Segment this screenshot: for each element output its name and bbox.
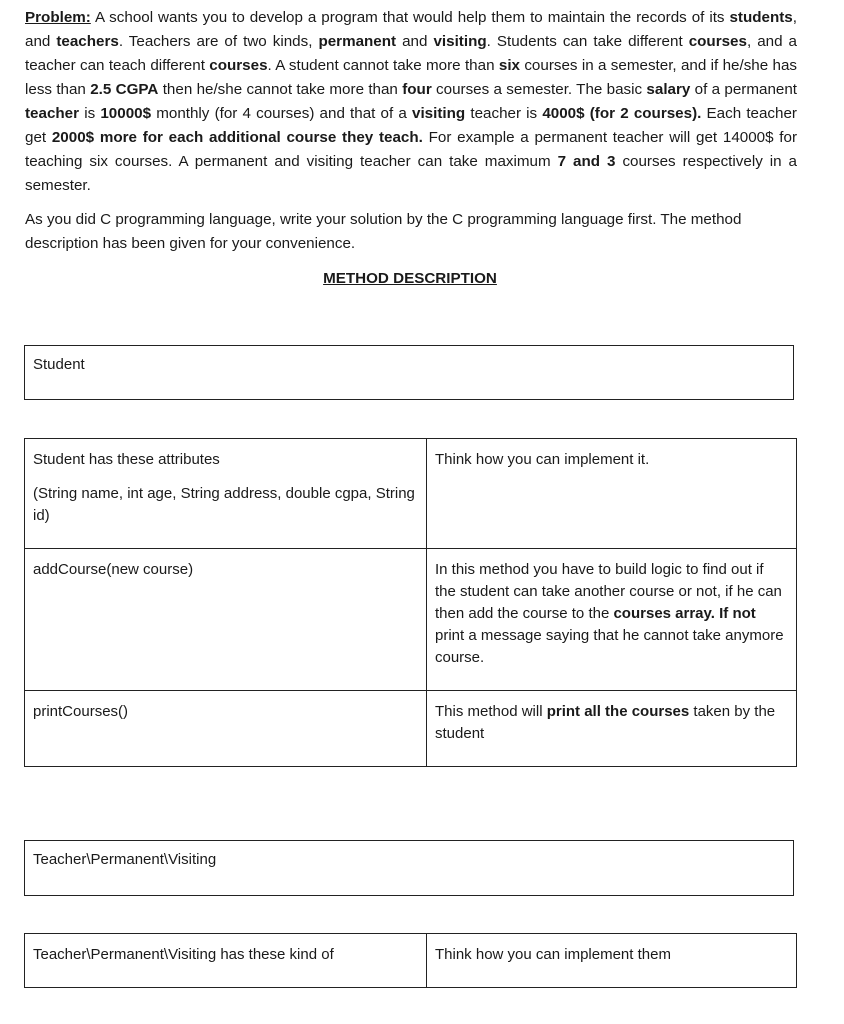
teacher-attributes-cell: Teacher\Permanent\Visiting has these kind of xyxy=(25,934,427,988)
intro-paragraph: As you did C programming language, write your solution by the C programming language first. The method description has been given for your convenience. xyxy=(25,211,742,252)
attributes-note: Think how you can implement it. xyxy=(427,439,797,549)
bold-span: 2000$ more for each additional course they teach. xyxy=(51,129,423,146)
bold-span: 7 and 3 xyxy=(557,153,616,170)
text-span: teacher is xyxy=(465,105,543,122)
text-span: of a permanent xyxy=(690,81,797,98)
add-course-method: addCourse(new course) xyxy=(25,549,427,691)
bold-span: If not xyxy=(719,605,756,622)
problem-label: Problem: xyxy=(25,9,91,26)
table-row xyxy=(25,439,797,549)
print-courses-description xyxy=(427,691,797,767)
bold-span: 4000$ (for 2 courses). xyxy=(542,105,702,122)
text-span: A school wants you to develop a program that would help them to maintain the records of its xyxy=(90,9,730,26)
text-span: For example a permanent teacher will get 14000$ for teaching six courses. A permanent and visiting teacher can take maximum xyxy=(25,129,798,170)
bold-span: 10000$ xyxy=(100,105,152,122)
bold-span: students xyxy=(729,9,793,26)
table-row xyxy=(25,934,797,988)
bold-span: courses xyxy=(688,33,747,50)
text-span: then he/she cannot take more than xyxy=(158,81,403,98)
bold-span: visiting xyxy=(412,105,466,122)
bold-span: teachers xyxy=(56,33,119,50)
bold-span: courses array. xyxy=(613,605,715,622)
print-courses-method: printCourses() xyxy=(25,691,427,767)
section-heading: METHOD DESCRIPTION xyxy=(323,270,497,287)
table-row xyxy=(25,691,797,767)
text-span: monthly (for 4 courses) and that of a xyxy=(151,105,413,122)
bold-span: salary xyxy=(646,81,691,98)
text-span: and xyxy=(396,33,434,50)
teacher-attributes-note: Think how you can implement them xyxy=(427,934,797,988)
bold-span: six xyxy=(498,57,520,74)
attributes-cell xyxy=(25,439,427,549)
bold-span: 2.5 CGPA xyxy=(90,81,159,98)
teacher-class-box: Teacher\Permanent\Visiting xyxy=(24,840,794,896)
problem-paragraph xyxy=(25,6,797,198)
student-method-table xyxy=(24,438,797,767)
table-row xyxy=(25,549,797,691)
text-span: . Students can take different xyxy=(486,33,689,50)
add-course-description xyxy=(427,549,797,691)
text-span: . Teachers are of two kinds, xyxy=(118,33,319,50)
text-span: courses in a semester, and if he/she has less than xyxy=(25,57,798,98)
attributes-title: Student has these attributes xyxy=(33,451,220,468)
bold-span: print all the courses xyxy=(546,703,690,720)
text-span: . A student cannot take more than xyxy=(267,57,499,74)
text-span: , and xyxy=(25,9,797,50)
text-span: , and a teacher can teach different xyxy=(25,33,797,74)
bold-span: permanent xyxy=(318,33,397,50)
attributes-list: (String name, int age, String address, double cgpa, String id) xyxy=(33,485,415,524)
teacher-method-table xyxy=(24,933,797,988)
text-span: is xyxy=(79,105,101,122)
text-span: courses respectively in a semester. xyxy=(25,153,798,194)
text-span: This method will xyxy=(435,703,547,720)
bold-span: four xyxy=(402,81,432,98)
text-span: Each teacher get xyxy=(25,105,797,146)
text-span: In this method you have to build logic to find out if the student can take another course or not, if he can then add the course to the xyxy=(435,561,782,622)
text-span: courses a semester. The basic xyxy=(431,81,647,98)
text-span: print a message saying that he cannot take anymore course. xyxy=(435,627,784,666)
text-span: taken by the student xyxy=(435,703,776,742)
bold-span: visiting xyxy=(433,33,487,50)
bold-span: teacher xyxy=(25,105,80,122)
student-class-box: Student xyxy=(24,345,794,400)
bold-span: courses xyxy=(209,57,268,74)
